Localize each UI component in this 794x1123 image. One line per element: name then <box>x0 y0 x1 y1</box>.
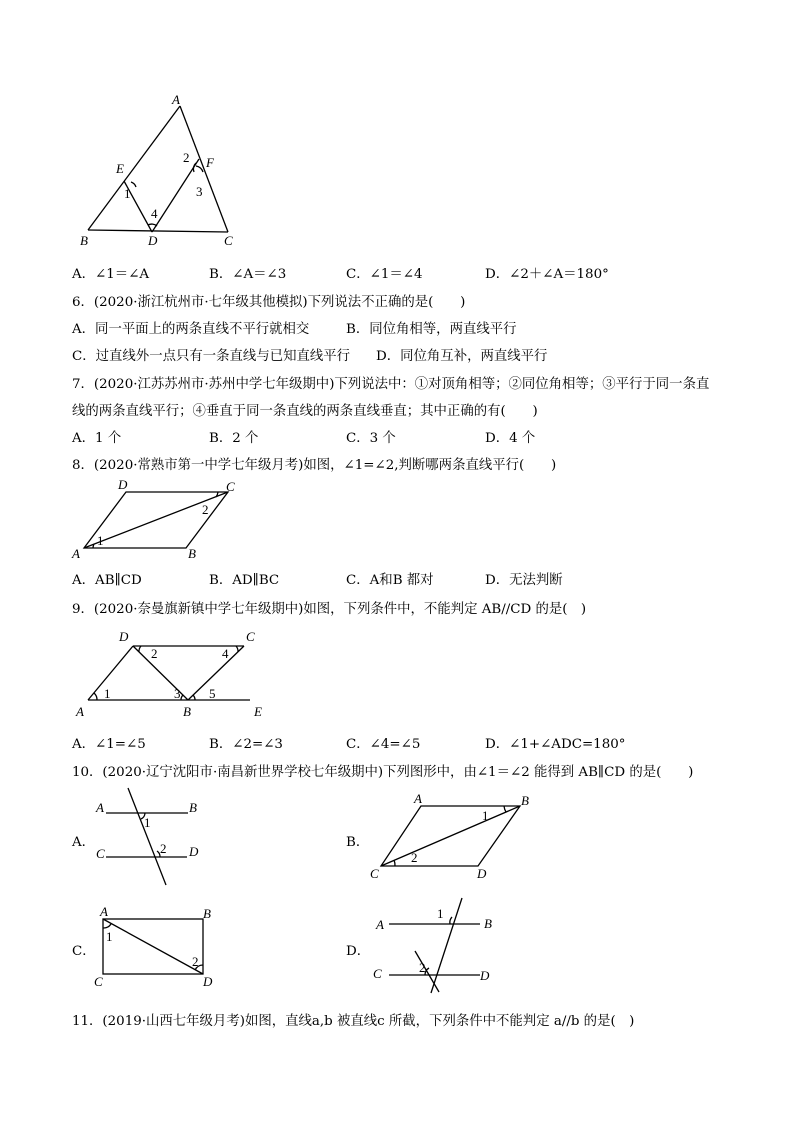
q10a-point-B: B <box>189 800 197 815</box>
q10d-angle-2: 2 <box>419 960 426 975</box>
q9-angle-5: 5 <box>209 686 216 701</box>
q8-point-C: C <box>226 479 235 494</box>
q8-option-d[interactable]: D．无法判断 <box>485 573 563 588</box>
q9-point-C: C <box>246 629 255 644</box>
q10c-point-D: D <box>203 974 213 989</box>
q8-point-A: A <box>72 546 80 561</box>
angle-4-label: 4 <box>151 206 158 221</box>
q10b-point-C: C <box>370 866 379 881</box>
q6-option-d[interactable]: D．同位角互补，两直线平行 <box>376 349 548 364</box>
q10c-angle-1: 1 <box>106 929 113 944</box>
q10-option-c[interactable]: C． <box>72 944 96 959</box>
point-F: F <box>206 155 214 170</box>
q10b-angle-2: 2 <box>411 850 418 865</box>
q9-point-E: E <box>254 704 262 719</box>
q10-option-b[interactable]: B． <box>346 835 370 850</box>
q10d-point-A: A <box>376 917 384 932</box>
point-D: D <box>148 233 158 248</box>
q8-stem: 8．(2020·常熟市第一中学七年级月考)如图，∠1=∠2,判断哪两条直线平行( ) <box>72 458 557 473</box>
q7-option-b[interactable]: B．2 个 <box>209 431 259 446</box>
q10-option-d[interactable]: D． <box>346 944 371 959</box>
q9-angle-2: 2 <box>151 646 158 661</box>
q10a-point-A: A <box>96 800 104 815</box>
q6-option-c[interactable]: C．过直线外一点只有一条直线与已知直线平行 <box>72 349 351 364</box>
q10d-point-C: C <box>373 966 382 981</box>
point-C: C <box>224 233 233 248</box>
q8-option-b[interactable]: B．AD∥BC <box>209 573 280 588</box>
q10b-point-A: A <box>414 791 422 806</box>
q10c-angle-2: 2 <box>192 954 199 969</box>
q7-stem-line1: 7．(2020·江苏苏州市·苏州中学七年级期中)下列说法中：①对顶角相等；②同位角相等；③平行于同一条直 <box>72 377 710 392</box>
q10a-angle-1: 1 <box>144 815 151 830</box>
q9-option-d[interactable]: D．∠1+∠ADC=180° <box>485 737 626 752</box>
q9-angle-1: 1 <box>104 686 111 701</box>
angle-3-label: 3 <box>196 184 203 199</box>
q7-option-a[interactable]: A．1 个 <box>72 431 122 446</box>
q10a-point-D: D <box>189 844 199 859</box>
q10b-point-B: B <box>521 793 529 808</box>
angle-2-label: 2 <box>183 150 190 165</box>
q9-point-D: D <box>119 629 129 644</box>
q7-stem-line2: 线的两条直线平行；④垂直于同一条直线的两条直线垂直；其中正确的有( ) <box>72 404 538 419</box>
q10b-point-D: D <box>477 866 487 881</box>
q10c-point-A: A <box>100 904 108 919</box>
q8-option-c[interactable]: C．A和B 都对 <box>346 573 434 588</box>
q5-option-c[interactable]: C．∠1＝∠4 <box>346 267 423 282</box>
q10c-point-C: C <box>94 974 103 989</box>
q10-option-a[interactable]: A． <box>72 835 96 850</box>
q8-option-a[interactable]: A．AB∥CD <box>72 573 142 588</box>
q6-stem: 6．(2020·浙江杭州市·七年级其他模拟)下列说法不正确的是( ) <box>72 295 466 310</box>
q9-option-a[interactable]: A．∠1=∠5 <box>72 737 146 752</box>
q11-stem: 11．(2019·山西七年级月考)如图，直线a,b 被直线c 所截，下列条件中不能判定 a//b 的是( ) <box>72 1014 635 1029</box>
q10b-angle-1: 1 <box>482 808 489 823</box>
q10c-point-B: B <box>203 906 211 921</box>
q9-angle-3: 3 <box>174 686 181 701</box>
q6-option-b[interactable]: B．同位角相等，两直线平行 <box>346 322 517 337</box>
q10d-point-B: B <box>484 916 492 931</box>
q10a-angle-2: 2 <box>160 841 167 856</box>
q10a-point-C: C <box>96 846 105 861</box>
q5-option-d[interactable]: D．∠2＋∠A＝180° <box>485 267 609 282</box>
q8-point-B: B <box>188 546 196 561</box>
angle-1-label: 1 <box>124 186 131 201</box>
q8-angle-2: 2 <box>202 502 209 517</box>
q7-option-c[interactable]: C．3 个 <box>346 431 396 446</box>
q9-option-c[interactable]: C．∠4=∠5 <box>346 737 421 752</box>
q10d-angle-1: 1 <box>437 906 444 921</box>
point-B: B <box>80 233 88 248</box>
q9-angle-4: 4 <box>222 646 229 661</box>
q7-option-d[interactable]: D．4 个 <box>485 431 536 446</box>
q9-option-b[interactable]: B．∠2=∠3 <box>209 737 283 752</box>
point-A: A <box>172 92 180 107</box>
q8-angle-1: 1 <box>97 533 104 548</box>
q8-point-D: D <box>118 477 128 492</box>
q9-stem: 9．(2020·奈曼旗新镇中学七年级期中)如图，下列条件中，不能判定 AB//CD 的是( ) <box>72 602 587 617</box>
q6-option-a[interactable]: A．同一平面上的两条直线不平行就相交 <box>72 322 310 337</box>
q5-option-b[interactable]: B．∠A＝∠3 <box>209 267 287 282</box>
q5-option-a[interactable]: A．∠1＝∠A <box>72 267 150 282</box>
q10d-point-D: D <box>480 968 490 983</box>
point-E: E <box>116 161 124 176</box>
q9-point-A: A <box>76 704 84 719</box>
q10-stem: 10．(2020·辽宁沈阳市·南昌新世界学校七年级期中)下列图形中，由∠1＝∠2 能得到 AB∥CD 的是( ) <box>72 765 694 780</box>
q9-point-B: B <box>183 704 191 719</box>
